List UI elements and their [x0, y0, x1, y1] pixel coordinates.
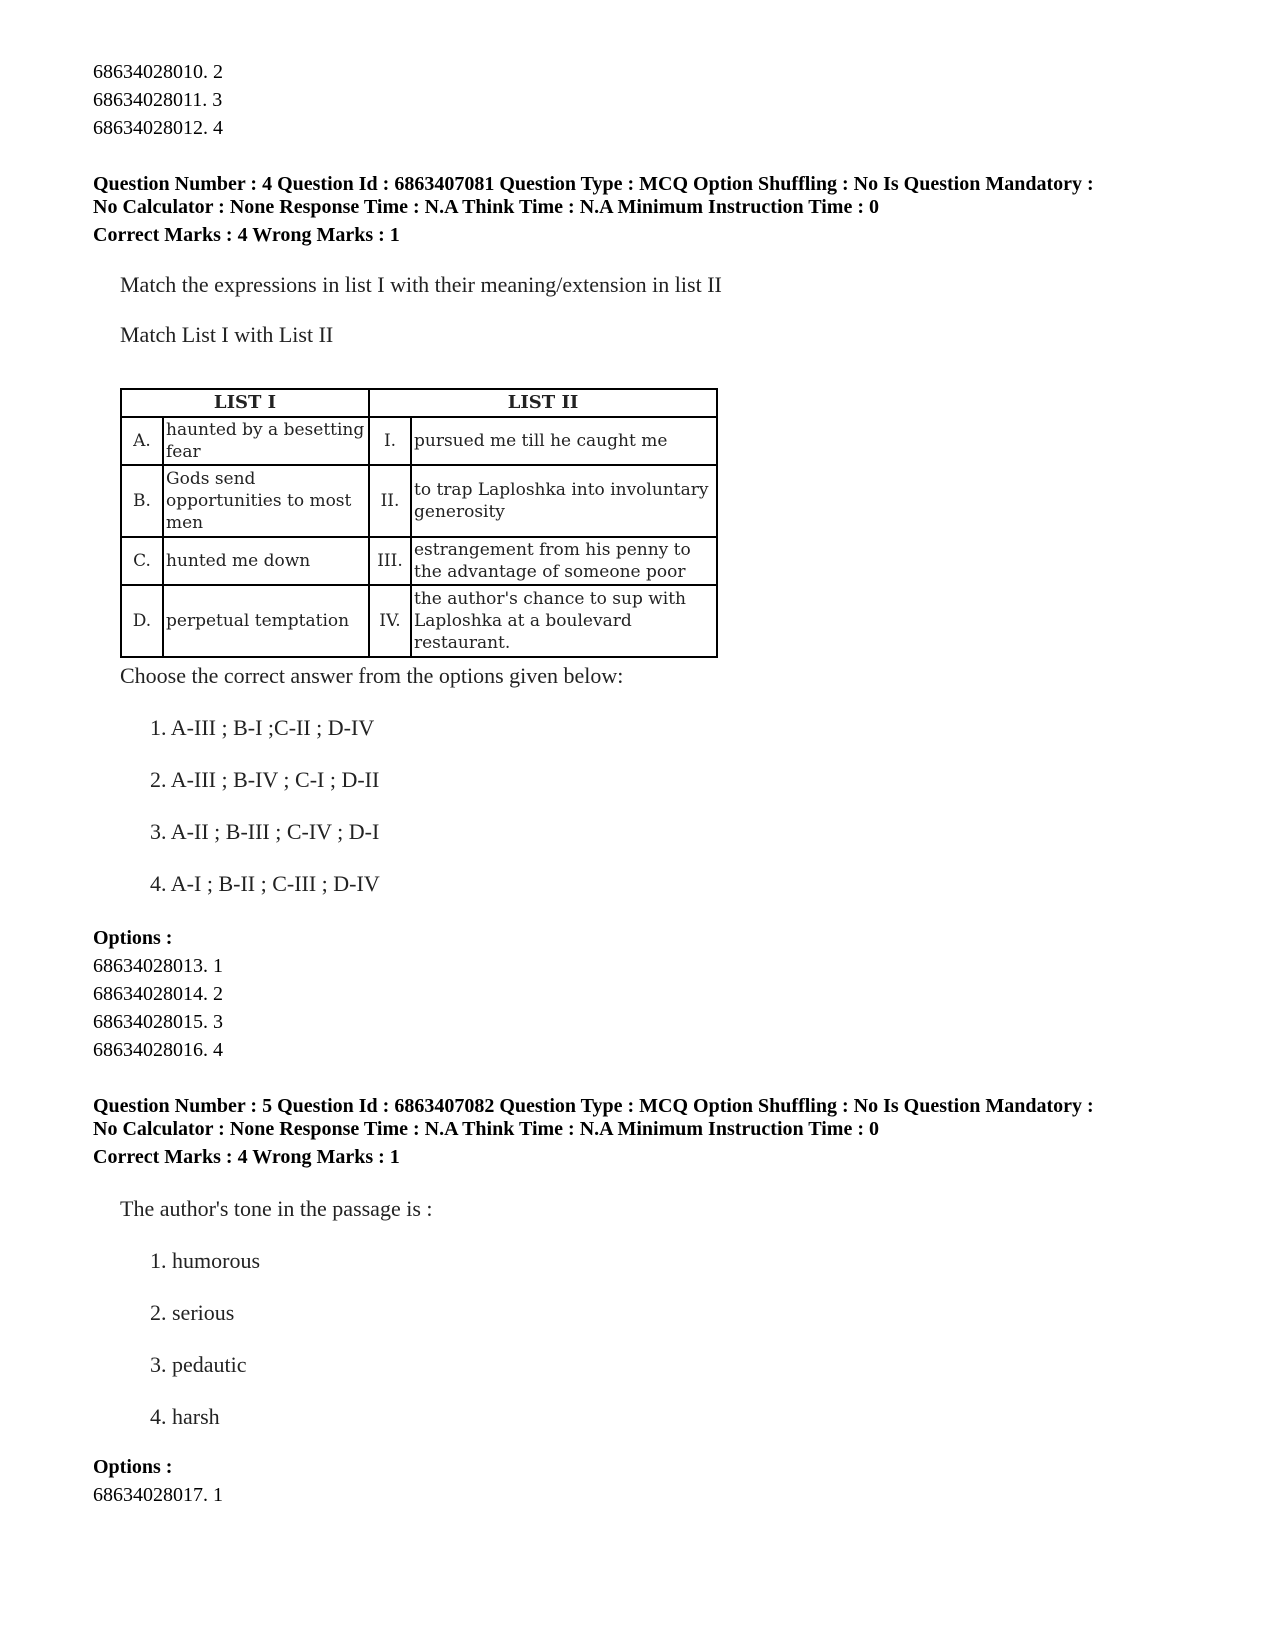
list1-value: haunted by a besetting fear	[163, 417, 369, 465]
option-code-line: 68634028010. 2	[93, 61, 223, 83]
match-heading: Match List I with List II	[120, 322, 334, 347]
table-row	[121, 417, 717, 465]
option-code-line: 68634028011. 3	[93, 89, 223, 111]
match-table-header	[121, 389, 717, 417]
answer-choice: 1. A-III ; B-I ;C-II ; D-IV	[150, 715, 375, 740]
list1-header: LIST I	[121, 389, 369, 417]
option-code-line: 68634028015. 3	[93, 1011, 223, 1033]
answer-choice: 4. harsh	[150, 1404, 220, 1429]
list1-key: D.	[121, 585, 163, 657]
list2-value: the author's chance to sup with Laploshka at a boulevard restaurant.	[411, 585, 717, 657]
question-instruction: Match the expressions in list I with their meaning/extension in list II	[120, 272, 722, 297]
question-meta-line: No Calculator : None Response Time : N.A Think Time : N.A Minimum Instruction Time : 0	[93, 1118, 879, 1140]
options-label: Options :	[93, 927, 173, 949]
list1-value: perpetual temptation	[163, 585, 369, 657]
list1-key: C.	[121, 537, 163, 585]
answer-choice: 2. serious	[150, 1300, 235, 1325]
answer-choice: 4. A-I ; B-II ; C-III ; D-IV	[150, 871, 380, 896]
list2-key: I.	[369, 417, 411, 465]
list1-value: hunted me down	[163, 537, 369, 585]
list1-key: A.	[121, 417, 163, 465]
list2-key: III.	[369, 537, 411, 585]
list2-key: IV.	[369, 585, 411, 657]
question-meta-line: Question Number : 4 Question Id : 6863407081 Question Type : MCQ Option Shuffling : No Is Question Mandatory :	[93, 173, 1094, 195]
answer-choice: 2. A-III ; B-IV ; C-I ; D-II	[150, 767, 380, 792]
question-marks: Correct Marks : 4 Wrong Marks : 1	[93, 224, 400, 246]
list2-header: LIST II	[369, 389, 717, 417]
list2-value: to trap Laploshka into involuntary generosity	[411, 465, 717, 537]
table-row	[121, 537, 717, 585]
question-text: The author's tone in the passage is :	[120, 1196, 433, 1221]
answer-choice: 3. pedautic	[150, 1352, 247, 1377]
question-marks: Correct Marks : 4 Wrong Marks : 1	[93, 1146, 400, 1168]
answer-choice: 1. humorous	[150, 1248, 260, 1273]
option-code-line: 68634028017. 1	[93, 1484, 223, 1506]
question-meta-line: No Calculator : None Response Time : N.A Think Time : N.A Minimum Instruction Time : 0	[93, 196, 879, 218]
option-code-line: 68634028013. 1	[93, 955, 223, 977]
options-label: Options :	[93, 1456, 173, 1478]
list1-value: Gods send opportunities to most men	[163, 465, 369, 537]
choose-instruction: Choose the correct answer from the options given below:	[120, 663, 624, 688]
table-row	[121, 585, 717, 657]
table-row	[121, 465, 717, 537]
match-table	[120, 388, 718, 658]
list2-value: pursued me till he caught me	[411, 417, 717, 465]
list2-value: estrangement from his penny to the advantage of someone poor	[411, 537, 717, 585]
option-code-line: 68634028012. 4	[93, 117, 223, 139]
list2-key: II.	[369, 465, 411, 537]
list1-key: B.	[121, 465, 163, 537]
option-code-line: 68634028016. 4	[93, 1039, 223, 1061]
question-meta-line: Question Number : 5 Question Id : 6863407082 Question Type : MCQ Option Shuffling : No Is Question Mandatory :	[93, 1095, 1094, 1117]
answer-choice: 3. A-II ; B-III ; C-IV ; D-I	[150, 819, 380, 844]
option-code-line: 68634028014. 2	[93, 983, 223, 1005]
